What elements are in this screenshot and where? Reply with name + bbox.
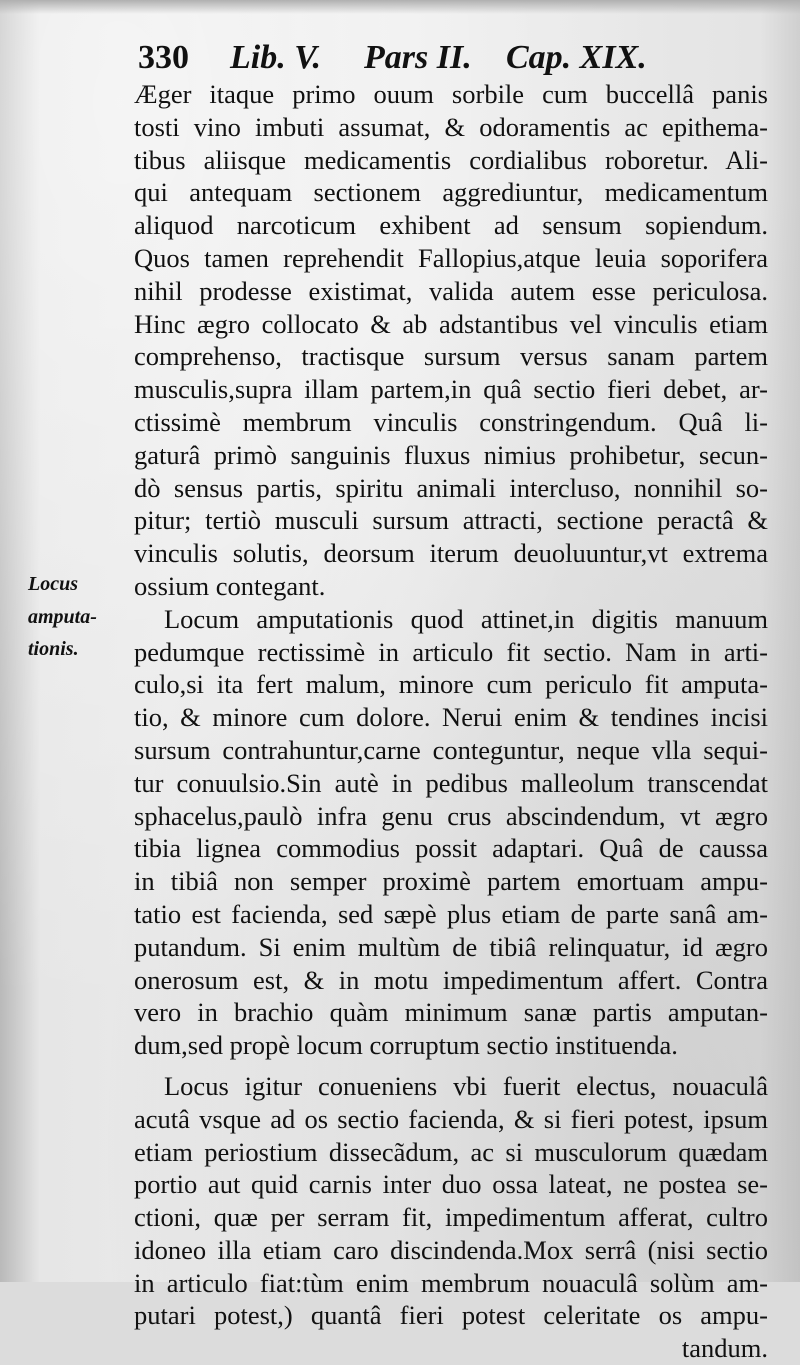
- text-line: vinculis solutis, deorsum iterum deuoluuntur,vt extrema: [134, 538, 768, 569]
- margin-note-line: tionis.: [28, 638, 79, 660]
- text-line: acutâ vsque ad os sectio facienda, & si fieri potest, ipsum: [134, 1103, 768, 1134]
- running-head: [138, 36, 768, 80]
- text-line: portio aut quid carnis inter duo ossa lateat, ne postea se-: [134, 1169, 768, 1200]
- text-line: Quos tamen reprehendit Fallopius,atque leuia soporifera: [134, 242, 768, 273]
- text-line: sursum contrahuntur,carne conteguntur, neque vlla sequi-: [134, 734, 768, 765]
- text-line: tio, & minore cum dolore. Nerui enim & tendines incisi: [134, 702, 768, 733]
- text-line: tibus aliisque medicamentis cordialibus roboretur. Ali-: [134, 144, 768, 175]
- text-line: tur conuulsio.Sin autè in pedibus malleolum transcendat: [134, 767, 768, 798]
- text-line: Hinc ægro collocato & ab adstantibus vel vinculis etiam: [134, 308, 768, 339]
- text-line: dò sensus partis, spiritu animali intercluso, nonnihil so-: [134, 472, 768, 503]
- paragraph: [134, 1070, 768, 1365]
- text-line: qui antequam sectionem aggrediuntur, medicamentum: [134, 177, 768, 208]
- margin-note-line: amputa-: [28, 605, 97, 628]
- paragraph: [134, 603, 768, 1062]
- part-label: Pars II.: [364, 39, 472, 76]
- text-line: aliquod narcoticum exhibent ad sensum sopiendum.: [134, 210, 768, 241]
- margin-note: [28, 568, 128, 666]
- text-line: ossium contegant.: [134, 570, 326, 601]
- text-line: nihil prodesse existimat, valida autem esse periculosa.: [134, 275, 768, 306]
- book-label: Lib. V.: [230, 39, 322, 76]
- text-line: putandum. Si enim multùm de tibiâ relinquatur, id ægro: [134, 931, 768, 962]
- text-line: sphacelus,paulò infra genu crus abscindendum, vt ægro: [134, 800, 768, 831]
- text-line: tandum.: [681, 1333, 768, 1364]
- text-line: tosti vino imbuti assumat, & odoramentis ac epithema-: [134, 111, 768, 142]
- text-line: Locum amputationis quod attinet,in digitis manuum: [164, 603, 768, 634]
- paragraph: [134, 78, 768, 603]
- text-line: in tibiâ non semper proximè partem emortuam ampu-: [134, 866, 768, 897]
- text-line: Locus igitur conueniens vbi fuerit electus, nouaculâ: [164, 1070, 768, 1101]
- text-line: putari potest,) quantâ fieri potest celeritate os ampu-: [134, 1300, 768, 1331]
- text-line: gaturâ primò sanguinis fluxus nimius prohibetur, secun-: [134, 439, 768, 470]
- text-line: tatio est facienda, sed sæpè plus etiam de parte sanâ am-: [134, 898, 768, 929]
- text-line: etiam periostium dissecãdum, ac si musculorum quædam: [134, 1136, 768, 1167]
- text-line: ctioni, quæ per serram fit, impedimentum afferat, cultro: [134, 1202, 768, 1233]
- text-line: idoneo illa etiam caro discindenda.Mox serrâ (nisi sectio: [134, 1234, 768, 1265]
- text-line: pitur; tertiò musculi sursum attracti, sectione peractâ &: [134, 505, 768, 536]
- text-line: musculis,supra illam partem,in quâ sectio fieri debet, ar-: [134, 374, 768, 405]
- text-line: culo,si ita fert malum, minore cum periculo fit amputa-: [134, 669, 768, 700]
- margin-note-line: Locus: [28, 573, 78, 595]
- text-line: ctissimè membrum vinculis constringendum. Quâ li-: [134, 406, 768, 437]
- text-line: pedumque rectissimè in articulo fit sectio. Nam in arti-: [134, 636, 768, 667]
- text-line: vero in brachio quàm minimum sanæ partis amputan-: [134, 997, 768, 1028]
- text-line: tibia lignea commodius possit adaptari. Quâ de caussa: [134, 833, 768, 864]
- chapter-label: Cap. XIX.: [506, 39, 647, 76]
- text-line: dum,sed propè locum corruptum sectio instituenda.: [134, 1030, 678, 1061]
- text-line: comprehenso, tractisque sursum versus sanam partem: [134, 341, 768, 372]
- body-text: [134, 78, 768, 1365]
- text-line: in articulo fiat:tùm enim membrum nouaculâ solùm am-: [134, 1267, 768, 1298]
- text-line: Æger itaque primo ouum sorbile cum buccellâ panis: [134, 79, 768, 109]
- page-number: 330: [138, 39, 189, 76]
- text-line: onerosum est, & in motu impedimentum affert. Contra: [134, 964, 768, 995]
